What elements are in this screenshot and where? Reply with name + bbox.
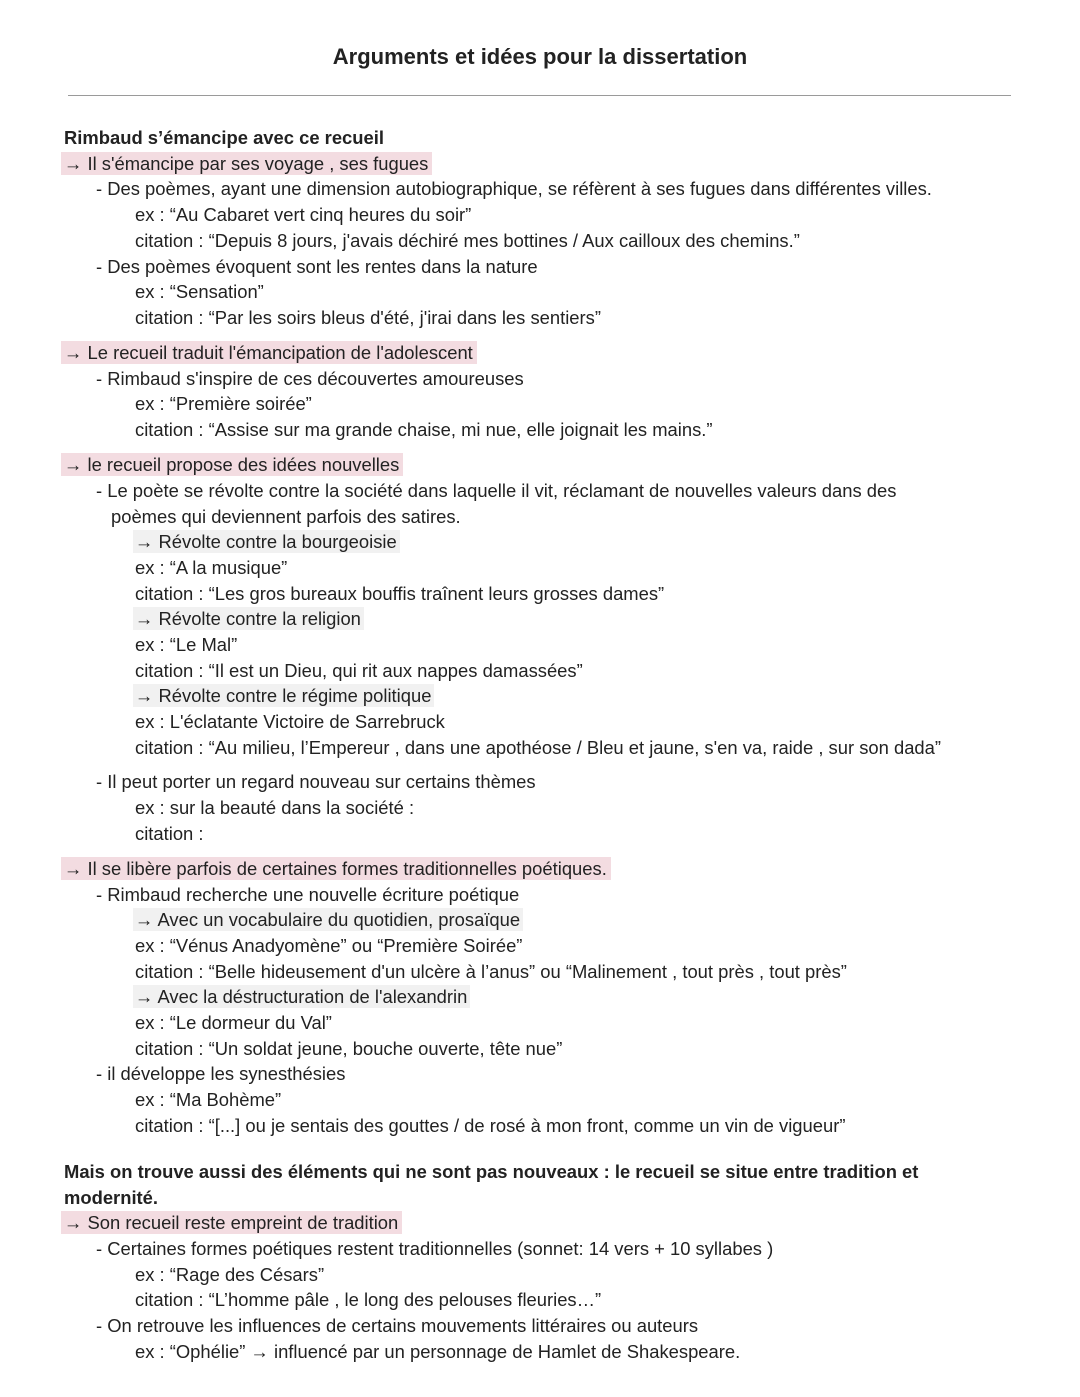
example-line: ex : “Sensation” <box>135 281 264 302</box>
citation-line: citation : “Depuis 8 jours, j'avais déchiré mes bottines / Aux cailloux des chemins.” <box>135 230 800 251</box>
bullet-point: - Rimbaud recherche une nouvelle écriture poétique <box>96 884 520 905</box>
section-heading-continuation: modernité. <box>64 1187 159 1208</box>
sub-argument: → Révolte contre la bourgeoisie <box>135 530 400 554</box>
bullet-point: - On retrouve les influences de certains mouvements littéraires ou auteurs <box>96 1315 699 1336</box>
example-line: ex : sur la beauté dans la société : <box>135 797 415 818</box>
citation-line: citation : “[...] ou je sentais des gouttes / de rosé à mon front, comme un vin de vigueur” <box>135 1115 846 1136</box>
sub-argument: → Avec un vocabulaire du quotidien, prosaïque <box>135 908 523 932</box>
section-heading: Mais on trouve aussi des éléments qui ne sont pas nouveaux : le recueil se situe entre tradition et <box>64 1161 919 1182</box>
sub-argument: → Révolte contre le régime politique <box>135 684 434 708</box>
citation-line: citation : “Assise sur ma grande chaise, mi nue, elle joignait les mains.” <box>135 419 713 440</box>
example-line: ex : “Ophélie” → influencé par un personnage de Hamlet de Shakespeare. <box>135 1341 741 1362</box>
argument-heading: → Le recueil traduit l'émancipation de l'adolescent <box>64 341 477 365</box>
bullet-point: - Le poète se révolte contre la société dans laquelle il vit, réclamant de nouvelles valeurs dans des <box>96 480 897 501</box>
example-line: ex : “Rage des Césars” <box>135 1264 325 1285</box>
example-line: ex : L'éclatante Victoire de Sarrebruck <box>135 711 445 732</box>
bullet-point: - Certaines formes poétiques restent traditionnelles (sonnet: 14 vers + 10 syllabes ) <box>96 1238 774 1259</box>
bullet-continuation: poèmes qui deviennent parfois des satires. <box>111 506 461 527</box>
example-line: ex : “Le Mal” <box>135 634 238 655</box>
citation-line: citation : “L’homme pâle , le long des pelouses fleuries…” <box>135 1289 602 1310</box>
bullet-point: - Il peut porter un regard nouveau sur certains thèmes <box>96 771 536 792</box>
argument-heading: → Son recueil reste empreint de tradition <box>64 1211 402 1235</box>
section-heading: Rimbaud s’émancipe avec ce recueil <box>64 127 384 148</box>
example-line: ex : “Première soirée” <box>135 393 312 414</box>
sub-argument: → Avec la déstructuration de l'alexandrin <box>135 985 470 1009</box>
citation-line: citation : “Belle hideusement d'un ulcère à l’anus” ou “Malinement , tout près , tout près” <box>135 961 847 982</box>
title-divider <box>68 95 1011 96</box>
citation-line: citation : “Il est un Dieu, qui rit aux nappes damassées” <box>135 660 583 681</box>
bullet-point: - Des poèmes, ayant une dimension autobiographique, se réfèrent à ses fugues dans différentes villes. <box>96 178 932 199</box>
example-line: ex : “Le dormeur du Val” <box>135 1012 332 1033</box>
example-line: ex : “A la musique” <box>135 557 288 578</box>
page-title: Arguments et idées pour la dissertation <box>332 44 748 69</box>
example-line: ex : “Au Cabaret vert cinq heures du soir” <box>135 204 472 225</box>
sub-argument: → Révolte contre la religion <box>135 607 364 631</box>
citation-line: citation : “Au milieu, l’Empereur , dans une apothéose / Bleu et jaune, s'en va, raide , sur son dada” <box>135 737 942 758</box>
example-line: ex : “Ma Bohème” <box>135 1089 282 1110</box>
bullet-point: - il développe les synesthésies <box>96 1063 346 1084</box>
argument-heading: → le recueil propose des idées nouvelles <box>64 453 403 477</box>
citation-line: citation : “Les gros bureaux bouffis traînent leurs grosses dames” <box>135 583 665 604</box>
bullet-point: - Des poèmes évoquent sont les rentes dans la nature <box>96 256 538 277</box>
citation-line: citation : “Un soldat jeune, bouche ouverte, tête nue” <box>135 1038 563 1059</box>
example-line: ex : “Vénus Anadyomène” ou “Première Soirée” <box>135 935 523 956</box>
citation-line: citation : <box>135 823 204 844</box>
argument-heading: → Il se libère parfois de certaines formes traditionnelles poétiques. <box>64 857 611 881</box>
citation-line: citation : “Par les soirs bleus d'été, j'irai dans les sentiers” <box>135 307 601 328</box>
argument-heading: → Il s'émancipe par ses voyage , ses fugues <box>64 152 432 176</box>
bullet-point: - Rimbaud s'inspire de ces découvertes amoureuses <box>96 368 524 389</box>
